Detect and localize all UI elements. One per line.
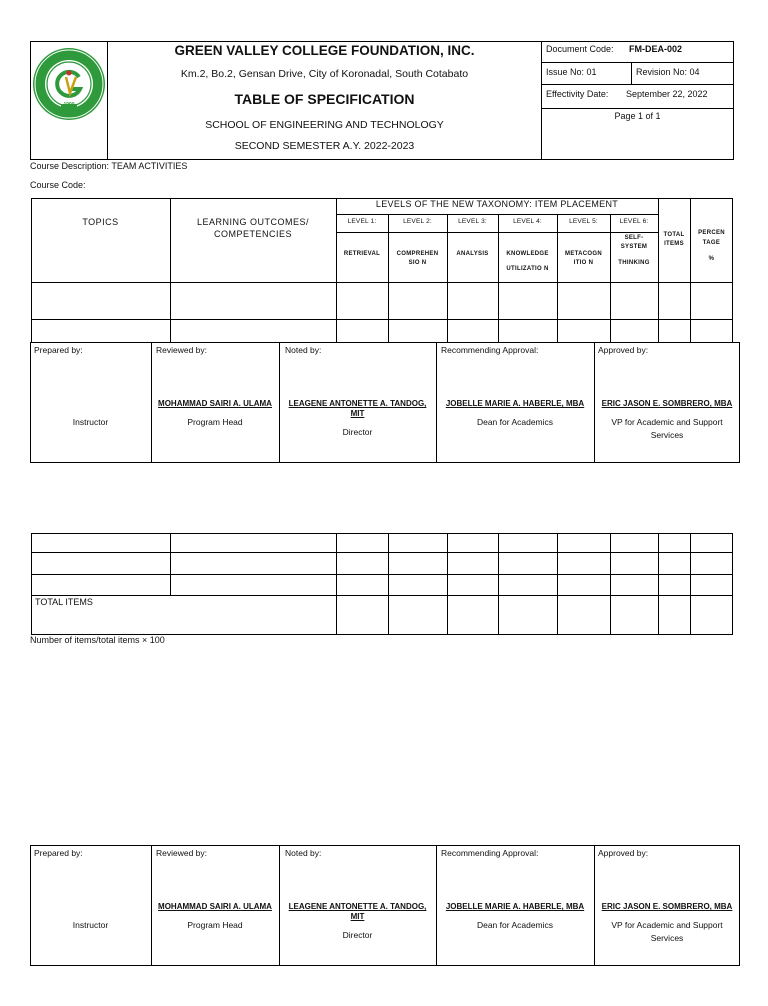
level-3-label: LEVEL 3:	[458, 218, 487, 225]
col-line	[610, 214, 611, 343]
self-system-label-3: THINKING	[618, 260, 650, 266]
noted-name-1: LEAGENE ANTONETTE A. TANDOG,	[288, 902, 427, 911]
recommending-label: Recommending Approval:	[441, 345, 539, 355]
approved-name: ERIC JASON E. SOMBRERO, MBA	[601, 902, 733, 911]
comprehension-label-2: SIO N	[408, 260, 427, 266]
issue-no: Issue No: 01	[546, 67, 597, 77]
recommending-label: Recommending Approval:	[441, 848, 539, 858]
header-divider	[541, 62, 734, 63]
effectivity-label: Effectivity Date:	[546, 89, 609, 99]
reviewer-name: MOHAMMAD SAIRI A. ULAMA	[158, 902, 272, 911]
approved-by-label: Approved by:	[598, 345, 649, 355]
reviewer-role: Program Head	[187, 417, 243, 427]
col-line	[447, 214, 448, 343]
doc-code-label: Document Code:	[546, 44, 614, 54]
knowledge-label-1: KNOWLEDGE	[506, 251, 549, 257]
org-address: Km.2, Bo.2, Gensan Drive, City of Koronadal, South Cotabato	[180, 68, 469, 80]
metacognition-label-1: METACOGN	[565, 251, 602, 257]
percentage-label-3: %	[708, 256, 715, 262]
approved-name: ERIC JASON E. SOMBRERO, MBA	[601, 399, 733, 408]
reviewer-name: MOHAMMAD SAIRI A. ULAMA	[158, 399, 272, 408]
college-logo	[32, 47, 106, 121]
noted-by-label: Noted by:	[285, 848, 322, 858]
row-line	[31, 595, 733, 596]
document-title: TABLE OF SPECIFICATION	[234, 91, 415, 107]
col-line	[658, 533, 659, 635]
percentage-formula: Number of items/total items × 100	[30, 635, 165, 645]
total-items-label-2: ITEMS	[664, 241, 684, 247]
logo-year: 1990	[63, 102, 75, 108]
noted-role: Director	[342, 427, 373, 437]
level-6-label: LEVEL 6:	[619, 218, 649, 225]
tos-table-continued	[31, 533, 733, 635]
comprehension-label-1: COMPREHEN	[396, 251, 439, 257]
recommending-name: JOBELLE MARIE A. HABERLE, MBA	[445, 902, 585, 911]
self-system-label-2: SYSTEM	[620, 244, 648, 250]
approved-role-1: VP for Academic and Support	[611, 417, 723, 427]
knowledge-label-2: UTILIZATIO N	[506, 266, 549, 272]
row-line	[31, 574, 733, 575]
analysis-label: ANALYSIS	[456, 251, 489, 257]
doc-code-value: FM-DEA-002	[629, 44, 683, 54]
col-line	[658, 198, 659, 343]
col-outcomes-1: LEARNING OUTCOMES/	[196, 217, 309, 227]
col-line	[498, 214, 499, 343]
prepared-by-label: Prepared by:	[34, 848, 83, 858]
semester: SECOND SEMESTER A.Y. 2022-2023	[234, 140, 415, 152]
approved-by-label: Approved by:	[598, 848, 649, 858]
level-2-label: LEVEL 2:	[403, 218, 432, 225]
course-description: Course Description: TEAM ACTIVITIES	[30, 161, 188, 171]
recommending-role: Dean for Academics	[476, 417, 554, 427]
col-line	[557, 214, 558, 343]
levels-title: LEVELS OF THE NEW TAXONOMY: ITEM PLACEMENT	[375, 199, 619, 209]
percentage-label-2: TAGE	[702, 240, 721, 246]
percentage-label-1: PERCEN	[698, 230, 725, 236]
col-line	[610, 533, 611, 635]
reviewer-role: Program Head	[187, 920, 243, 930]
school-name: SCHOOL OF ENGINEERING AND TECHNOLOGY	[205, 119, 444, 131]
reviewed-by-label: Reviewed by:	[156, 848, 208, 858]
effectivity-value: September 22, 2022	[626, 89, 708, 99]
header-divider	[541, 84, 734, 85]
row-line	[336, 214, 658, 215]
revision-no: Revision No: 04	[636, 67, 700, 77]
col-line	[388, 533, 389, 635]
col-line	[557, 533, 558, 635]
col-line	[336, 533, 337, 635]
org-name: GREEN VALLEY COLLEGE FOUNDATION, INC.	[174, 43, 475, 58]
row-line	[31, 552, 733, 553]
self-system-label-1: SELF-	[624, 235, 644, 241]
header-divider	[541, 108, 734, 109]
col-line	[388, 214, 389, 343]
prepared-by-label: Prepared by:	[34, 345, 83, 355]
col-outcomes-2: COMPETENCIES	[213, 229, 292, 239]
col-line	[447, 533, 448, 635]
prepared-role: Instructor	[72, 417, 109, 427]
row-line	[336, 232, 658, 233]
level-4-label: LEVEL 4:	[513, 218, 542, 225]
noted-name-1: LEAGENE ANTONETTE A. TANDOG,	[288, 399, 427, 408]
approved-role-2: Services	[650, 933, 684, 943]
col-topics: TOPICS	[82, 217, 119, 227]
level-5-label: LEVEL 5:	[569, 218, 598, 225]
total-items-row-label: TOTAL ITEMS	[35, 597, 93, 607]
recommending-name: JOBELLE MARIE A. HABERLE, MBA	[445, 399, 585, 408]
noted-name-2: MIT	[350, 409, 365, 418]
noted-name-2: MIT	[350, 912, 365, 921]
header-divider	[541, 41, 542, 160]
recommending-role: Dean for Academics	[476, 920, 554, 930]
row-line	[31, 319, 733, 320]
level-1-label: LEVEL 1:	[347, 218, 377, 225]
noted-by-label: Noted by:	[285, 345, 322, 355]
row-line	[31, 282, 733, 283]
page-number: Page 1 of 1	[614, 111, 661, 121]
reviewed-by-label: Reviewed by:	[156, 345, 208, 355]
total-items-label-1: TOTAL	[663, 232, 685, 238]
col-line	[170, 533, 171, 595]
noted-role: Director	[342, 930, 373, 940]
col-line	[690, 533, 691, 635]
course-code: Course Code:	[30, 180, 86, 190]
col-line	[498, 533, 499, 635]
header-divider	[631, 62, 632, 84]
retrieval-label: RETRIEVAL	[343, 251, 381, 257]
prepared-role: Instructor	[72, 920, 109, 930]
approved-role-2: Services	[650, 430, 684, 440]
approved-role-1: VP for Academic and Support	[611, 920, 723, 930]
col-line	[690, 198, 691, 343]
metacognition-label-2: ITIO N	[573, 260, 594, 266]
